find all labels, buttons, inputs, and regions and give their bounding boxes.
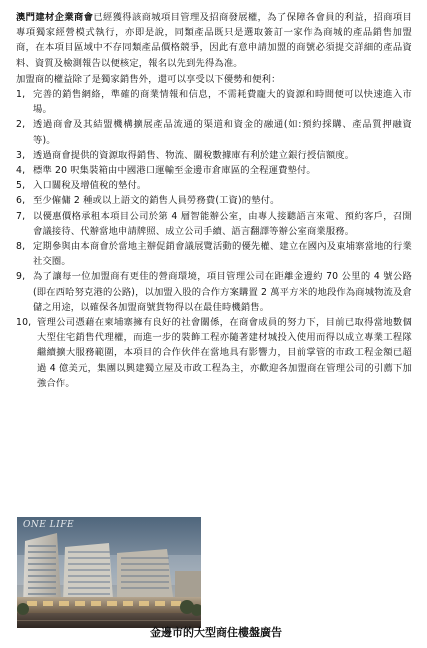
benefit-number: 9, xyxy=(16,271,26,283)
benefit-text: 標準 20 呎集裝箱由中國港口運輸至金邊市倉庫區的全程運費墊付。 xyxy=(33,165,316,177)
building-photo xyxy=(17,517,201,628)
benefit-number: 2, xyxy=(16,119,26,131)
benefit-text: 透過商會提供的資源取得銷售、物流、關稅數據庫有利於建立銀行授信額度。 xyxy=(33,149,355,161)
intro-text: 已經獲得該商城項目管理及招商發展權，為了保障各會員的利益，招商項目專項獨家經營模式執行，亦即是說，同類產品既只是選取簽訂一家作為商城的產品銷售加盟商，在本項目區域中不存同類產品價格競爭，因此有意申請加盟的商號必須提交詳細的產品資料、資質及檢測報告以便核定，報名以先到先得為准。 xyxy=(16,12,412,69)
benefit-item xyxy=(16,163,412,178)
benefit-text: 入口關稅及增值稅的墊付。 xyxy=(33,180,147,192)
benefit-item xyxy=(16,209,412,239)
benefits-list xyxy=(16,87,412,391)
organization-name: 澳門建材企業商會 xyxy=(16,12,94,23)
benefit-text: 定期參與由本商會於當地主辦促銷會議展覽活動的優先權、建立在國內及東埔寨當地的行業社交圈。 xyxy=(33,241,412,268)
benefit-number: 3, xyxy=(16,149,26,161)
intro-paragraph xyxy=(16,10,412,71)
benefit-number: 1, xyxy=(16,89,26,101)
benefit-text: 為了讓每一位加盟商有更佳的營商環境，項目管理公司在距離金邊約 70 公里的 4 號公路(即在西哈努克港的公路)，以加盟入股的合作方案購置 2 萬平方米的地段作為商城物流及倉儲之用途，以確保各加盟商號貨物得以在最佳時機銷售。 xyxy=(33,271,412,313)
benefits-lead: 加盟商的權益除了是獨家銷售外，還可以享受以下優勢和便利： xyxy=(16,73,281,85)
benefit-item xyxy=(16,239,412,269)
benefit-item xyxy=(16,193,412,208)
document-body xyxy=(16,10,412,391)
benefit-number: 6, xyxy=(16,195,26,207)
benefit-text: 管理公司憑藉在柬埔寨擁有良好的社會關係，在商會成員的努力下，目前已取得當地數個大型住宅銷售代理權，而進一步的裝飾工程亦隨著建材城投入使用而得以成立專業工程隊繼續擴大服務範圍，本項目的合作伙伴在當地具有影響力，目前掌管的市政工程金額已超過 4 億美元，集團以興建獨立屋及市政工程為主，亦歡迎各加盟商在管理公司的引薦下加強合作。 xyxy=(37,317,412,389)
benefit-item xyxy=(16,269,412,315)
benefit-number: 8, xyxy=(16,241,26,253)
photo-banner-text: ONE LIFE xyxy=(23,520,75,530)
benefit-number: 5, xyxy=(16,180,26,192)
benefit-text: 透過商會及其結盟機構擴展產品流通的渠道和資金的融通(如:預約採購、產品質押融資等)。 xyxy=(33,119,412,146)
benefit-item xyxy=(16,87,412,117)
benefit-number: 7, xyxy=(16,210,26,222)
benefit-item xyxy=(16,148,412,163)
benefit-item xyxy=(16,178,412,193)
benefit-text: 完善的銷售網絡，準確的商業情報和信息，不需耗費龐大的資源和時間便可以快速進入市場。 xyxy=(33,89,412,116)
photo-caption: 金邊市的大型商住樓盤廣告 xyxy=(150,626,282,639)
benefit-number: 4, xyxy=(16,165,26,177)
benefit-number: 10, xyxy=(16,317,32,329)
benefit-item xyxy=(16,315,412,391)
building-photo-illustration xyxy=(17,517,201,628)
benefit-item xyxy=(16,117,412,147)
benefit-text: 以優惠價格承租本項目公司於第 4 層智能辦公室，由專人接聽語言來電、預約客戶，召開會議接待、代辦當地申請牌照、成立公司手續、語言翻譯等辦公室商業服務。 xyxy=(33,210,412,237)
benefit-text: 至少僱傭 2 種或以上語文的銷售人員勞務費(工資)的墊付。 xyxy=(33,195,280,207)
